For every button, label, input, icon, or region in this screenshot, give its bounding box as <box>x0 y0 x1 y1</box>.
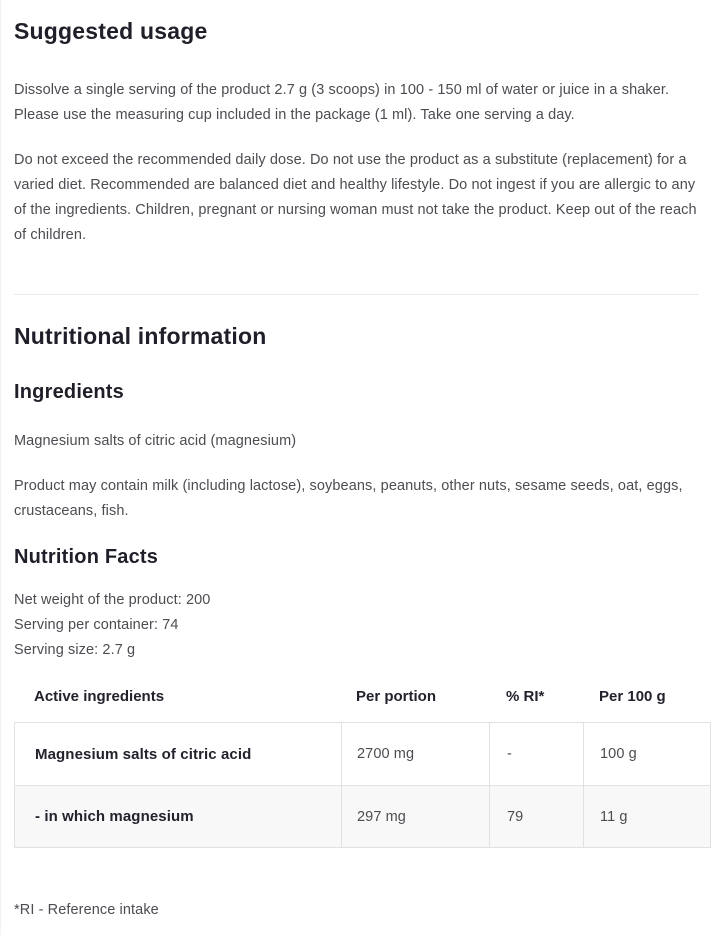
ingredient-name: Magnesium salts of citric acid <box>35 745 252 763</box>
col-header-per-100g: Per 100 g <box>599 688 666 705</box>
usage-instructions-paragraph: Dissolve a single serving of the product 2.7 g (3 scoops) in 100 - 150 ml of water or juice in a shaker. Please use the measuring cup included in the package (1 ml). Take one serving a day. <box>14 82 670 123</box>
section-divider <box>14 294 699 295</box>
allergen-note: Product may contain milk (including lactose), soybeans, peanuts, other nuts, sesame seeds, oat, eggs, crustaceans, fish. <box>14 478 683 519</box>
ingredients-title: Ingredients <box>14 381 124 403</box>
col-header-per-portion: Per portion <box>356 688 437 705</box>
per-100g-value: 100 g <box>583 723 710 785</box>
servings-per-container-line: Serving per container: 74 <box>14 617 179 633</box>
col-header-percent-ri: % RI* <box>506 688 545 705</box>
nutrition-table <box>14 722 711 848</box>
ingredient-name: - in which magnesium <box>35 808 194 825</box>
serving-details <box>14 588 699 663</box>
usage-warnings-paragraph: Do not exceed the recommended daily dose. Do not use the product as a substitute (replacement) for a varied diet. Recommended are balanced diet and healthy lifestyle. Do not ingest if you are allergic to any of the ingredients. Children, pregnant or nursing woman must not take the product. Keep out of the reach of children. <box>14 152 697 243</box>
net-weight-line: Net weight of the product: 200 <box>14 592 211 608</box>
suggested-usage-title: Suggested usage <box>14 18 208 44</box>
percent-ri-value: 79 <box>489 786 583 847</box>
col-header-active-ingredients: Active ingredients <box>34 688 165 705</box>
table-row <box>15 785 710 847</box>
nutrition-table-header-row <box>14 687 699 707</box>
reference-intake-footnote: *RI - Reference intake <box>14 902 159 918</box>
product-details-panel <box>1 0 712 923</box>
serving-size-line: Serving size: 2.7 g <box>14 642 136 658</box>
per-portion-value: 2700 mg <box>341 723 489 785</box>
nutritional-information-title: Nutritional information <box>14 323 267 349</box>
per-100g-value: 11 g <box>583 786 710 847</box>
table-row <box>15 723 710 785</box>
percent-ri-value: - <box>489 723 583 785</box>
ingredients-composition: Magnesium salts of citric acid (magnesium) <box>14 433 297 449</box>
nutrition-facts-title: Nutrition Facts <box>14 546 159 568</box>
per-portion-value: 297 mg <box>341 786 489 847</box>
